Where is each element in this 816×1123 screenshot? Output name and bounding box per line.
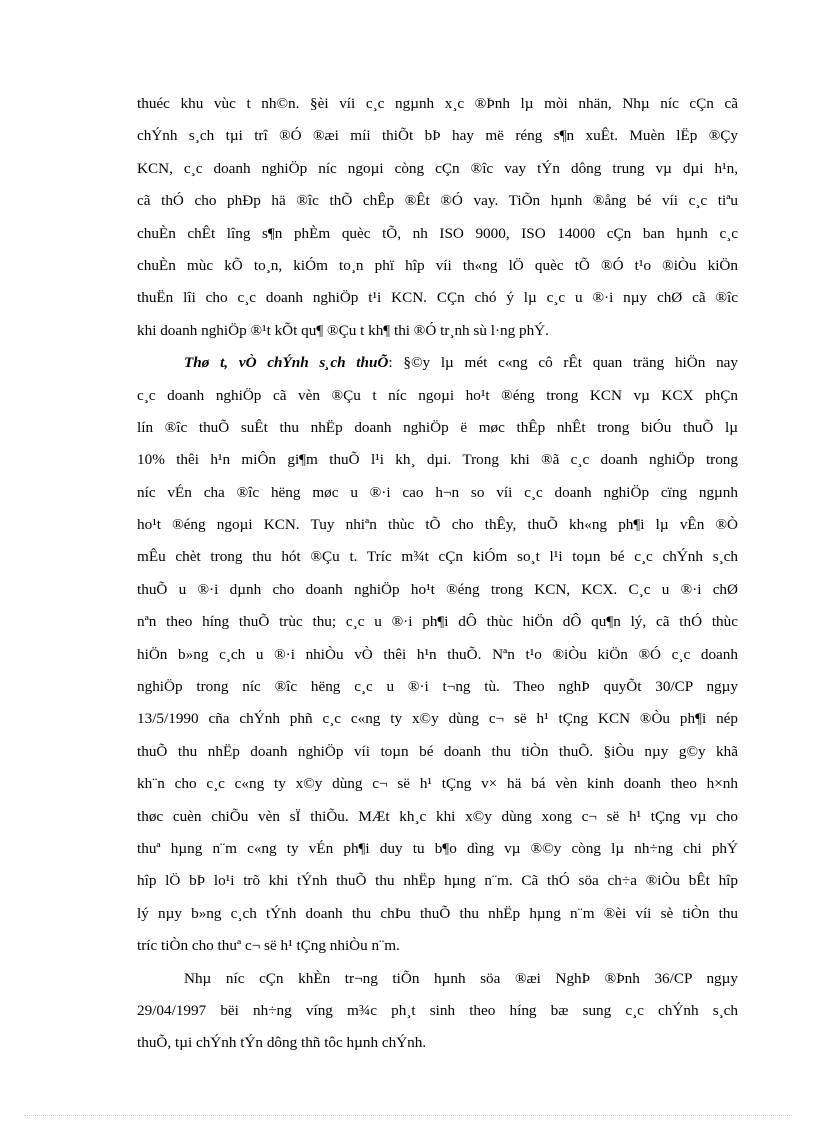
page-bottom-divider [24,1115,792,1116]
text-line: c¸c doanh nghiÖp cã vèn ®Çu t níc ngoµi ho¹t ®éng trong KCN vµ KCX phÇn [137,386,738,404]
text-line: lý nµy b»ng c¸ch tÝnh doanh thu chÞu thuÕ thu nhËp hµng n¨m ®èi víi sè tiÒn thu [137,904,738,922]
text-line: thuª hµng n¨m c«ng ty vÉn ph¶i duy tu b¶o dìng vµ ®©y còng lµ nh÷ng chi phÝ [137,839,738,857]
text-line: 29/04/1997 bëi nh÷ng víng m¾c ph¸t sinh theo híng bæ sung c¸c chÝnh s¸ch [137,1001,738,1019]
text-line: kh¨n cho c¸c c«ng ty x©y dùng c¬ së h¹ tÇng v× hä bá vèn kinh doanh theo h×nh [137,775,738,793]
text-line: Nhµ níc cÇn khÈn tr¬ng tiÕn hµnh söa ®æi NghÞ ®Þnh 36/CP ngµy [184,969,738,987]
text-line: thuéc khu vùc t nh©n. §èi víi c¸c ngµnh x¸c ®Þnh lµ mòi nhän, Nhµ níc cÇn cã [137,95,738,112]
text-line: chÝnh s¸ch tµi trî ®Ó ®æi míi thiÕt bÞ hay më réng s¶n xuÊt. Muèn lËp ®Çy [137,127,738,145]
body-text [137,88,738,1060]
text-line: hîp lÖ bÞ lo¹i trõ khi tÝnh thuÕ thu nhËp hµng n¨m. Cã thÓ söa ch÷a ®iÒu bÊt hîp [137,872,738,890]
paragraph-lead: Thø t, vÒ chÝnh s¸ch thuÕ [184,354,389,372]
text-line: hiÖn b»ng c¸ch u ®·i nhiÒu vÒ thêi h¹n thuÕ. Nªn t¹o ®iÒu kiÖn ®Ó c¸c doanh [137,645,738,663]
text-line: níc vÉn cha ®îc hëng møc u ®·i cao h¬n so víi c¸c doanh nghiÖp cïng ngµnh [137,483,738,501]
text-line: chuÈn chÊt lîng s¶n phÈm quèc tÕ, nh ISO 9000, ISO 14000 cÇn ban hµnh c¸c [137,224,738,242]
text-line: KCN, c¸c doanh nghiÖp níc ngoµi còng cÇn ®îc vay tÝn dông trung vµ dµi h¹n, [137,159,738,177]
paragraph-lead-line [137,347,738,379]
text-line: 10% thêi h¹n miÔn gi¶m thuÕ l¹i kh¸ dµi. Trong khi ®ã c¸c doanh nghiÖp trong [137,451,738,469]
text-line: khi doanh nghiÖp ®¹t kÕt qu¶ ®Çu t kh¶ thi ®Ó tr¸nh sù l·ng phÝ. [137,321,549,339]
text-line: nªn theo híng thuÕ trùc thu; c¸c u ®·i ph¶i dÔ thùc hiÖn dÔ qu¶n lý, cã thÓ thùc [137,613,738,631]
text-line: thuÕ thu nhËp doanh nghiÖp víi toµn bé doanh thu tiÒn thuÕ. §iÒu nµy g©y khã [137,742,738,760]
text-line: : §©y lµ mét c«ng cô rÊt quan träng hiÖn nay [388,354,738,372]
text-line: ho¹t ®éng ngoµi KCN. Tuy nhiªn thùc tÕ cho thÊy, thuÕ kh«ng ph¶i lµ vÊn ®Ò [137,516,738,534]
text-line: thuÕ, tµi chÝnh tÝn dông thñ tôc hµnh chÝnh. [137,1034,427,1052]
text-line: mÊu chèt trong thu hót ®Çu t. Tríc m¾t cÇn kiÓm so¸t l¹i toµn bé c¸c chÝnh s¸ch [137,548,738,566]
text-line: thøc cuèn chiÕu vèn sÏ thiÕu. MÆt kh¸c khi x©y dùng xong c¬ së h¹ tÇng vµ cho [137,807,738,825]
text-line: cã thÓ cho phÐp hä ®îc thÕ chÊp ®Êt ®Ó vay. TiÕn hµnh ®ång bé víi c¸c tiªu [137,192,738,210]
text-line: chuÈn mùc kÕ to¸n, kiÓm to¸n phï hîp víi th«ng lÖ quèc tÕ ®Ó t¹o ®iÒu kiÖn [137,256,738,274]
text-line: thuÕ u ®·i dµnh cho doanh nghiÖp ho¹t ®éng trong KCN, KCX. C¸c u ®·i chØ [137,580,738,598]
text-line: lín ®îc thuÕ suÊt thu nhËp doanh nghiÖp ë møc thÊp nhÊt trong biÓu thuÕ lµ [137,418,738,436]
text-line: tríc tiÒn cho thuª c¬ së h¹ tÇng nhiÒu n¨m. [137,937,400,955]
text-line: 13/5/1990 cña chÝnh phñ c¸c c«ng ty x©y dùng c¬ së h¹ tÇng KCN ®Òu ph¶i nép [137,710,738,728]
text-line: nghiÖp trong níc ®îc hëng c¸c u ®·i t¬ng tù. Theo nghÞ quyÕt 30/CP ngµy [137,678,738,696]
text-line: thuËn lîi cho c¸c doanh nghiÖp t¹i KCN. CÇn chó ý lµ c¸c u ®·i nµy chØ cã ®îc [137,289,738,307]
